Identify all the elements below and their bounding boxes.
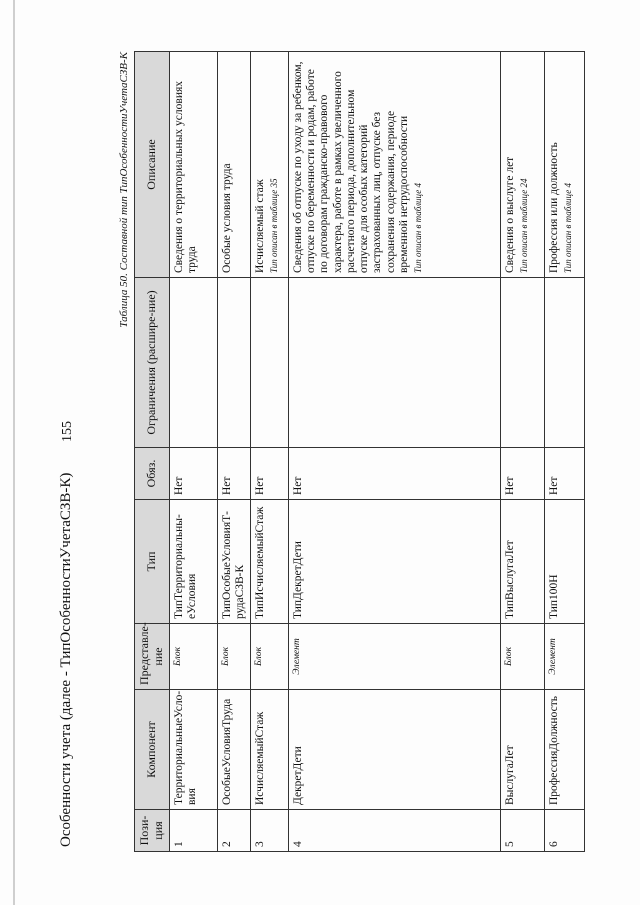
- table-row: [217, 52, 250, 852]
- data-table: [134, 51, 585, 852]
- cell-position: 4: [289, 810, 501, 852]
- cell-limits: [545, 278, 585, 448]
- cell-component: ИсчисляемыйСтаж: [251, 690, 289, 810]
- cell-limits: [289, 278, 501, 448]
- cell-required: Нет: [169, 448, 217, 500]
- scan-edge: [13, 0, 15, 905]
- table-title: Таблица 50. Составной тип ТипОсобенностиУчетаСЗВ-К: [118, 52, 130, 328]
- cell-type: Тип100Н: [545, 500, 585, 624]
- description-text: Сведения о выслуге лет: [504, 156, 517, 273]
- cell-component: ДекретДети: [289, 690, 501, 810]
- section-caption: Особенности учета (далее - ТипОсобенностиУчетаСЗВ-К): [58, 472, 74, 847]
- cell-type: ТипОсобыеУсловияТ-рудаСЗВ-К: [217, 500, 250, 624]
- header-description: Описание: [135, 52, 170, 278]
- cell-type: ТипДекретДети: [289, 500, 501, 624]
- cell-required: Нет: [545, 448, 585, 500]
- cell-required: Нет: [289, 448, 501, 500]
- cell-required: Нет: [217, 448, 250, 500]
- description-text: Особые условия труда: [220, 163, 233, 273]
- cell-representation: Блок: [501, 624, 545, 690]
- type-reference: Тип описан в таблице 4: [413, 183, 423, 273]
- description-text: Сведения об отпуске по уходу за ребенком, отпуске по беременности и родам, работе по договорам гражданско-правового характера, работе в рамках увеличенного расчетного периода, дополнительном отпуске для особых категорий застрахованных лиц, отпуске без сохранения содержания, периоде временной нетрудоспособности: [292, 61, 410, 273]
- description-text: Сведения о территориальных условиях труда: [172, 80, 198, 273]
- header-representation: Представле-ние: [135, 624, 170, 690]
- cell-limits: [251, 278, 289, 448]
- cell-type: ТипИсчисляемыйСтаж: [251, 500, 289, 624]
- table-row: [289, 52, 501, 852]
- cell-component: ПрофессияДолжность: [545, 690, 585, 810]
- cell-representation: Блок: [251, 624, 289, 690]
- cell-component: ВыслугаЛет: [501, 690, 545, 810]
- cell-position: 1: [169, 810, 217, 852]
- cell-required: Нет: [501, 448, 545, 500]
- cell-description: [169, 52, 217, 278]
- header-type: Тип: [135, 500, 170, 624]
- cell-representation: Блок: [217, 624, 250, 690]
- description-text: Профессия или должность: [548, 142, 561, 273]
- table-row: [545, 52, 585, 852]
- cell-description: [217, 52, 250, 278]
- cell-description: [289, 52, 501, 278]
- table-row: [169, 52, 217, 852]
- page-number: 155: [60, 421, 75, 442]
- type-reference: Тип описан в таблице 35: [269, 178, 280, 273]
- table-row: [251, 52, 289, 852]
- cell-limits: [217, 278, 250, 448]
- header-position: Пози-ция: [135, 810, 170, 852]
- cell-description: [501, 52, 545, 278]
- table-header-row: [135, 52, 170, 852]
- cell-type: ТипТерриториальны-еУсловия: [169, 500, 217, 624]
- cell-type: ТипВыслугаЛет: [501, 500, 545, 624]
- cell-position: 6: [545, 810, 585, 852]
- cell-description: [251, 52, 289, 278]
- description-text: Исчисляемый стаж: [254, 179, 267, 273]
- table-row: [501, 52, 545, 852]
- rotated-content: [40, 42, 600, 862]
- cell-limits: [169, 278, 217, 448]
- cell-required: Нет: [251, 448, 289, 500]
- cell-representation: Элемент: [545, 624, 585, 690]
- header-limits: Ограничения (расшире-ние): [135, 278, 170, 448]
- header-component: Компонент: [135, 690, 170, 810]
- type-reference: Тип описан в таблице 4: [563, 183, 574, 273]
- cell-description: [545, 52, 585, 278]
- cell-component: ТерриториальныеУсло-вия: [169, 690, 217, 810]
- cell-position: 5: [501, 810, 545, 852]
- cell-component: ОсобыеУсловияТруда: [217, 690, 250, 810]
- cell-limits: [501, 278, 545, 448]
- header-required: Обяз.: [135, 448, 170, 500]
- cell-position: 2: [217, 810, 250, 852]
- cell-representation: Блок: [169, 624, 217, 690]
- cell-position: 3: [251, 810, 289, 852]
- type-reference: Тип описан в таблице 24: [519, 178, 530, 273]
- cell-representation: Элемент: [289, 624, 501, 690]
